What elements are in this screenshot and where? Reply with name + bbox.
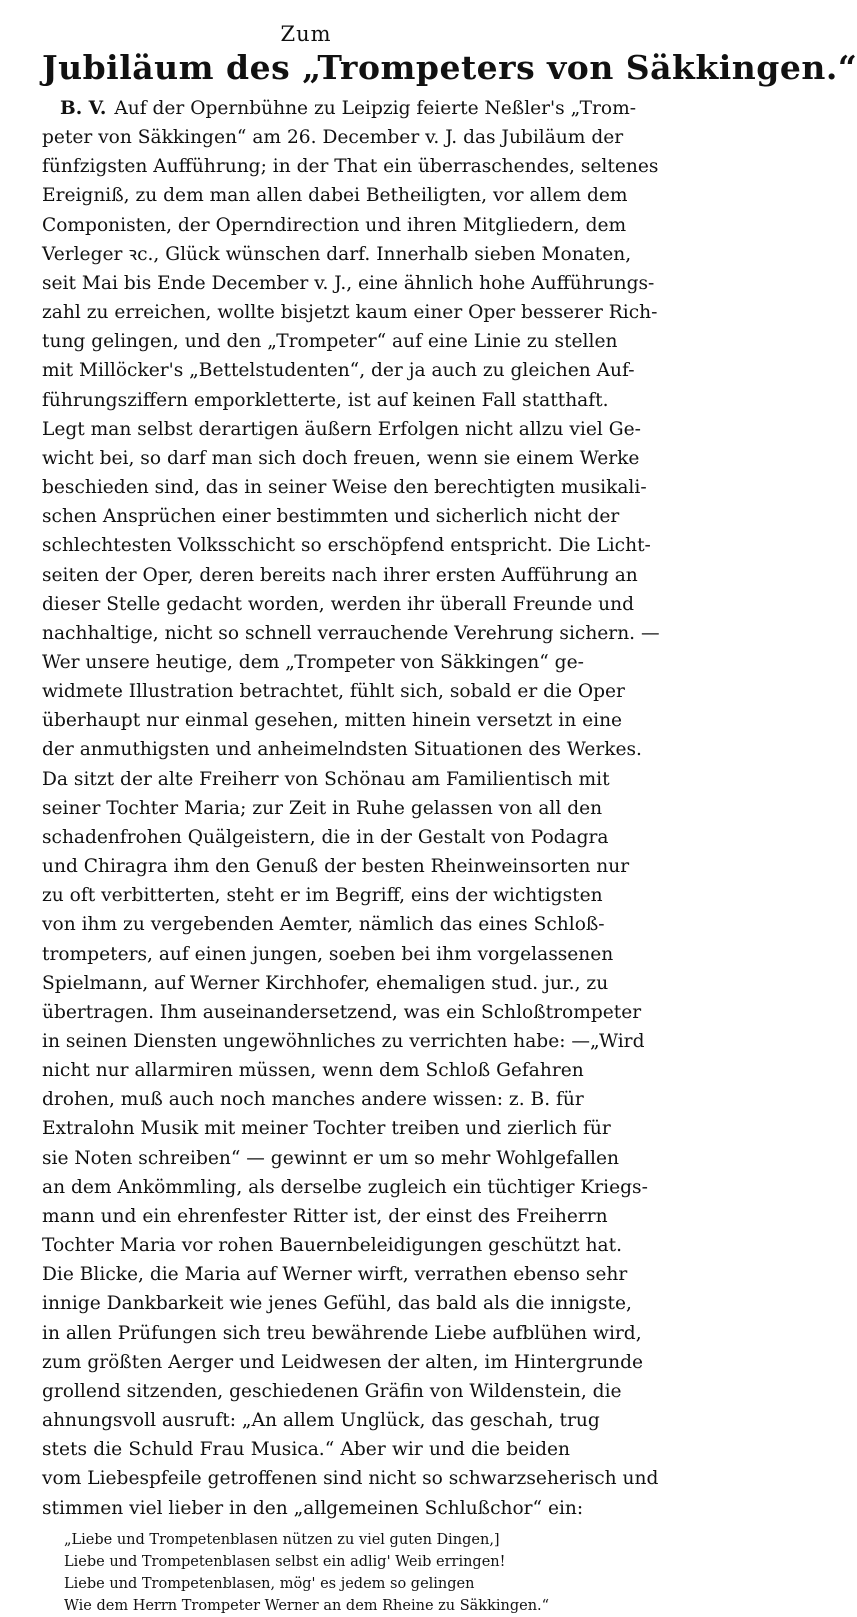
text-line: nachhaltige, nicht so schnell verrauchende Verehrung sichern. — bbox=[42, 622, 660, 644]
text-line: nicht nur allarmiren müssen, wenn dem Schloß Gefahren bbox=[42, 1060, 584, 1082]
text-line: ahnungsvoll ausruft: „An allem Unglück, das geschah, trug bbox=[42, 1410, 600, 1432]
text-line: stimmen viel lieber in den „allgemeinen Schlußchor“ ein: bbox=[42, 1497, 584, 1519]
text-line: Die Blicke, die Maria auf Werner wirft, verrathen ebenso sehr bbox=[42, 1264, 628, 1286]
text-line: vom Liebespfeile getroffenen sind nicht so schwarzseherisch und bbox=[42, 1468, 659, 1490]
text-line: widmete Illustration betrachtet, fühlt sich, sobald er die Oper bbox=[42, 681, 625, 703]
text-line: von ihm zu vergebenden Aemter, nämlich das eines Schloß- bbox=[42, 914, 605, 936]
text-line: zahl zu erreichen, wollte bisjetzt kaum einer Oper besserer Rich- bbox=[42, 302, 658, 324]
text-line: sie Noten schreiben“ — gewinnt er um so mehr Wohlgefallen bbox=[42, 1147, 619, 1169]
text-line: schadenfrohen Quälgeistern, die in der Gestalt von Podagra bbox=[42, 826, 609, 848]
text-line: an dem Ankömmling, als derselbe zugleich ein tüchtiger Kriegs- bbox=[42, 1176, 648, 1198]
text-line: stets die Schuld Frau Musica.“ Aber wir und die beiden bbox=[42, 1439, 570, 1461]
text-line: Legt man selbst derartigen äußern Erfolgen nicht allzu viel Ge- bbox=[42, 418, 641, 440]
text-line: trompeters, auf einen jungen, soeben bei ihm vorgelassenen bbox=[42, 943, 614, 965]
text-line: innige Dankbarkeit wie jenes Gefühl, das bald als die innigste, bbox=[42, 1293, 632, 1315]
text-line: B. V. Auf der Opernbühne zu Leipzig feierte Neßler's „Trom- bbox=[60, 98, 636, 119]
text-line: schen Ansprüchen einer bestimmten und sicherlich nicht der bbox=[42, 506, 620, 528]
text-line: grollend sitzenden, geschiedenen Gräfin von Wildenstein, die bbox=[42, 1380, 622, 1402]
text-line: Spielmann, auf Werner Kirchhofer, ehemaligen stud. jur., zu bbox=[42, 972, 609, 994]
text-line: seiner Tochter Maria; zur Zeit in Ruhe gelassen von all den bbox=[42, 797, 603, 819]
text-line: zum größten Aerger und Leidwesen der alten, im Hintergrunde bbox=[42, 1351, 644, 1373]
verse-line: Liebe und Trompetenblasen selbst ein adlig' Weib erringen! bbox=[64, 1553, 506, 1570]
text-line: Componisten, der Operndirection und ihren Mitgliedern, dem bbox=[42, 214, 627, 236]
text-line: in seinen Diensten ungewöhnliches zu verrichten habe: —„Wird bbox=[42, 1031, 645, 1052]
verse-line: Liebe und Trompetenblasen, mög' es jedem so gelingen bbox=[64, 1575, 475, 1592]
text-line: peter von Säkkingen“ am 26. December v. J. das Jubiläum der bbox=[42, 127, 624, 149]
text-line: in allen Prüfungen sich treu bewährende Liebe aufblühen wird, bbox=[42, 1322, 642, 1344]
text-line: fünfzigsten Aufführung; in der That ein überraschendes, seltenes bbox=[42, 156, 659, 178]
text-line: schlechtesten Volksschicht so erschöpfend entspricht. Die Licht- bbox=[42, 535, 651, 557]
text-line: seiten der Oper, deren bereits nach ihrer ersten Aufführung an bbox=[42, 564, 638, 586]
text-line: wicht bei, so darf man sich doch freuen, wenn sie einem Werke bbox=[42, 447, 640, 469]
text-line: Da sitzt der alte Freiherr von Schönau am Familientisch mit bbox=[42, 768, 610, 790]
article-title: Jubiläum des „Trompeters von Säkkingen.“ bbox=[42, 48, 857, 87]
text-line: dieser Stelle gedacht worden, werden ihr überall Freunde und bbox=[42, 593, 634, 615]
text-line: führungsziffern emporkletterte, ist auf keinen Fall statthaft. bbox=[42, 389, 609, 411]
text-line: und Chiragra ihm den Genuß der besten Rheinweinsorten nur bbox=[42, 856, 630, 878]
text-line: Extralohn Musik mit meiner Tochter treiben und zierlich für bbox=[42, 1118, 611, 1140]
pre-title: Zum bbox=[280, 22, 332, 46]
byline: B. V. bbox=[60, 98, 107, 119]
verse-block bbox=[64, 1529, 570, 1617]
text-line: überhaupt nur einmal gesehen, mitten hinein versetzt in eine bbox=[42, 710, 623, 732]
verse-line: „Liebe und Trompetenblasen nützen zu viel guten Dingen,] bbox=[64, 1531, 500, 1548]
article-body bbox=[42, 94, 660, 1523]
text-line: übertragen. Ihm auseinandersetzend, was ein Schloßtrompeter bbox=[42, 1001, 642, 1023]
verse-line: Wie dem Herrn Trompeter Werner an dem Rheine zu Säkkingen.“ bbox=[64, 1597, 550, 1614]
text-line: beschieden sind, das in seiner Weise den berechtigten musikali- bbox=[42, 477, 647, 499]
text-line: Verleger ꝛc., Glück wünschen darf. Innerhalb sieben Monaten, bbox=[42, 243, 632, 265]
text-line: mann und ein ehrenfester Ritter ist, der einst des Freiherrn bbox=[42, 1205, 608, 1227]
text-line: Wer unsere heutige, dem „Trompeter von Säkkingen“ ge- bbox=[42, 651, 584, 673]
text-line: Tochter Maria vor rohen Bauernbeleidigungen geschützt hat. bbox=[42, 1235, 623, 1257]
text-line: seit Mai bis Ende December v. J., eine ähnlich hohe Aufführungs- bbox=[42, 272, 655, 294]
text-line: zu oft verbitterten, steht er im Begriff, eins der wichtigsten bbox=[42, 885, 603, 907]
text-line: drohen, muß auch noch manches andere wissen: z. B. für bbox=[42, 1089, 584, 1111]
text-line: mit Millöcker's „Bettelstudenten“, der ja auch zu gleichen Auf- bbox=[42, 360, 635, 382]
text-line: der anmuthigsten und anheimelndsten Situationen des Werkes. bbox=[42, 739, 642, 761]
text-line: Ereigniß, zu dem man allen dabei Betheiligten, vor allem dem bbox=[42, 185, 628, 207]
text-line: tung gelingen, und den „Trompeter“ auf eine Linie zu stellen bbox=[42, 331, 618, 353]
